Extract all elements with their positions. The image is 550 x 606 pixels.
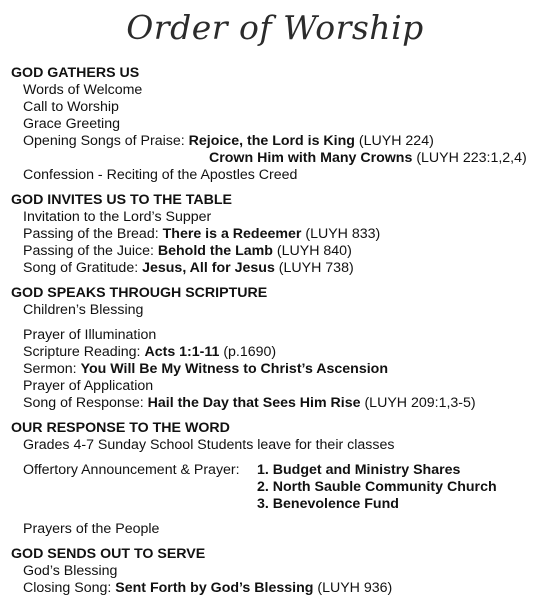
item-offertory	[11, 462, 546, 513]
item-song-of-gratitude	[11, 260, 546, 277]
item-label: Song of Response:	[23, 395, 148, 411]
song-title: Hail the Day that Sees Him Rise	[147, 395, 361, 411]
item-grace-greeting: Grace Greeting	[23, 116, 120, 132]
offertory-list	[257, 462, 497, 513]
item-label: Sermon:	[23, 361, 81, 377]
song-title: Rejoice, the Lord is King	[188, 133, 355, 149]
item-label: Offertory Announcement & Prayer:	[23, 462, 240, 478]
item-label: Song of Gratitude:	[23, 260, 143, 276]
song-reference: (LUYH 223:1,2,4)	[412, 150, 527, 166]
order-of-worship	[11, 65, 546, 605]
item-childrens-blessing: Children’s Blessing	[23, 302, 144, 318]
item-opening-songs-second	[11, 150, 546, 167]
item-scripture-reading	[11, 344, 546, 361]
section-god-speaks	[11, 285, 546, 412]
item-label: Passing of the Juice:	[23, 243, 158, 259]
item-gods-blessing: God’s Blessing	[23, 563, 118, 579]
item-confession: Confession - Reciting of the Apostles Creed	[23, 167, 298, 183]
song-reference: (LUYH 840)	[272, 243, 352, 259]
item-invitation: Invitation to the Lord’s Supper	[23, 209, 212, 225]
section-god-gathers-us	[11, 65, 546, 184]
item-song-of-response	[11, 395, 546, 412]
section-god-sends-out	[11, 546, 546, 597]
item-label: Opening Songs of Praise:	[23, 133, 189, 149]
section-heading: GOD INVITES US TO THE TABLE	[11, 192, 232, 208]
song-reference: (LUYH 738)	[274, 260, 354, 276]
song-title: Behold the Lamb	[157, 243, 273, 259]
item-sermon	[11, 361, 546, 378]
section-heading: GOD GATHERS US	[11, 65, 140, 81]
song-reference: (LUYH 209:1,3-5)	[360, 395, 476, 411]
sermon-title: You Will Be My Witness to Christ’s Ascension	[80, 361, 389, 377]
section-heading: GOD SENDS OUT TO SERVE	[11, 546, 206, 562]
scripture-reference: Acts 1:1-11	[144, 344, 220, 360]
spacer	[11, 454, 546, 462]
item-prayer-of-illumination: Prayer of Illumination	[23, 327, 157, 343]
offertory-item: 2. North Sauble Community Church	[257, 479, 497, 495]
spacer	[11, 513, 546, 521]
song-title: Sent Forth by God’s Blessing	[115, 580, 314, 596]
item-opening-songs	[11, 133, 546, 150]
section-our-response	[11, 420, 546, 538]
item-label: Closing Song:	[23, 580, 116, 596]
song-title: Crown Him with Many Crowns	[209, 150, 413, 166]
item-label: Passing of the Bread:	[23, 226, 163, 242]
item-prayer-of-application: Prayer of Application	[23, 378, 154, 394]
spacer	[11, 319, 546, 327]
section-god-invites-us	[11, 192, 546, 277]
song-title: Jesus, All for Jesus	[142, 260, 275, 276]
item-call-to-worship: Call to Worship	[23, 99, 119, 115]
item-passing-juice	[11, 243, 546, 260]
offertory-item: 1. Budget and Ministry Shares	[257, 462, 461, 478]
song-reference: (LUYH 936)	[313, 580, 393, 596]
offertory-item: 3. Benevolence Fund	[257, 496, 399, 512]
song-reference: (LUYH 224)	[354, 133, 434, 149]
song-reference: (LUYH 833)	[301, 226, 381, 242]
song-title: There is a Redeemer	[162, 226, 302, 242]
item-words-of-welcome: Words of Welcome	[23, 82, 143, 98]
page-reference: (p.1690)	[219, 344, 277, 360]
item-sunday-school: Grades 4-7 Sunday School Students leave for their classes	[23, 437, 395, 453]
section-heading: OUR RESPONSE TO THE WORD	[11, 420, 230, 436]
item-closing-song	[11, 580, 546, 597]
item-prayers-of-the-people: Prayers of the People	[23, 521, 160, 537]
item-label: Scripture Reading:	[23, 344, 145, 360]
section-heading: GOD SPEAKS THROUGH SCRIPTURE	[11, 285, 268, 301]
item-passing-bread	[11, 226, 546, 243]
page-title: Order of Worship	[126, 8, 424, 47]
